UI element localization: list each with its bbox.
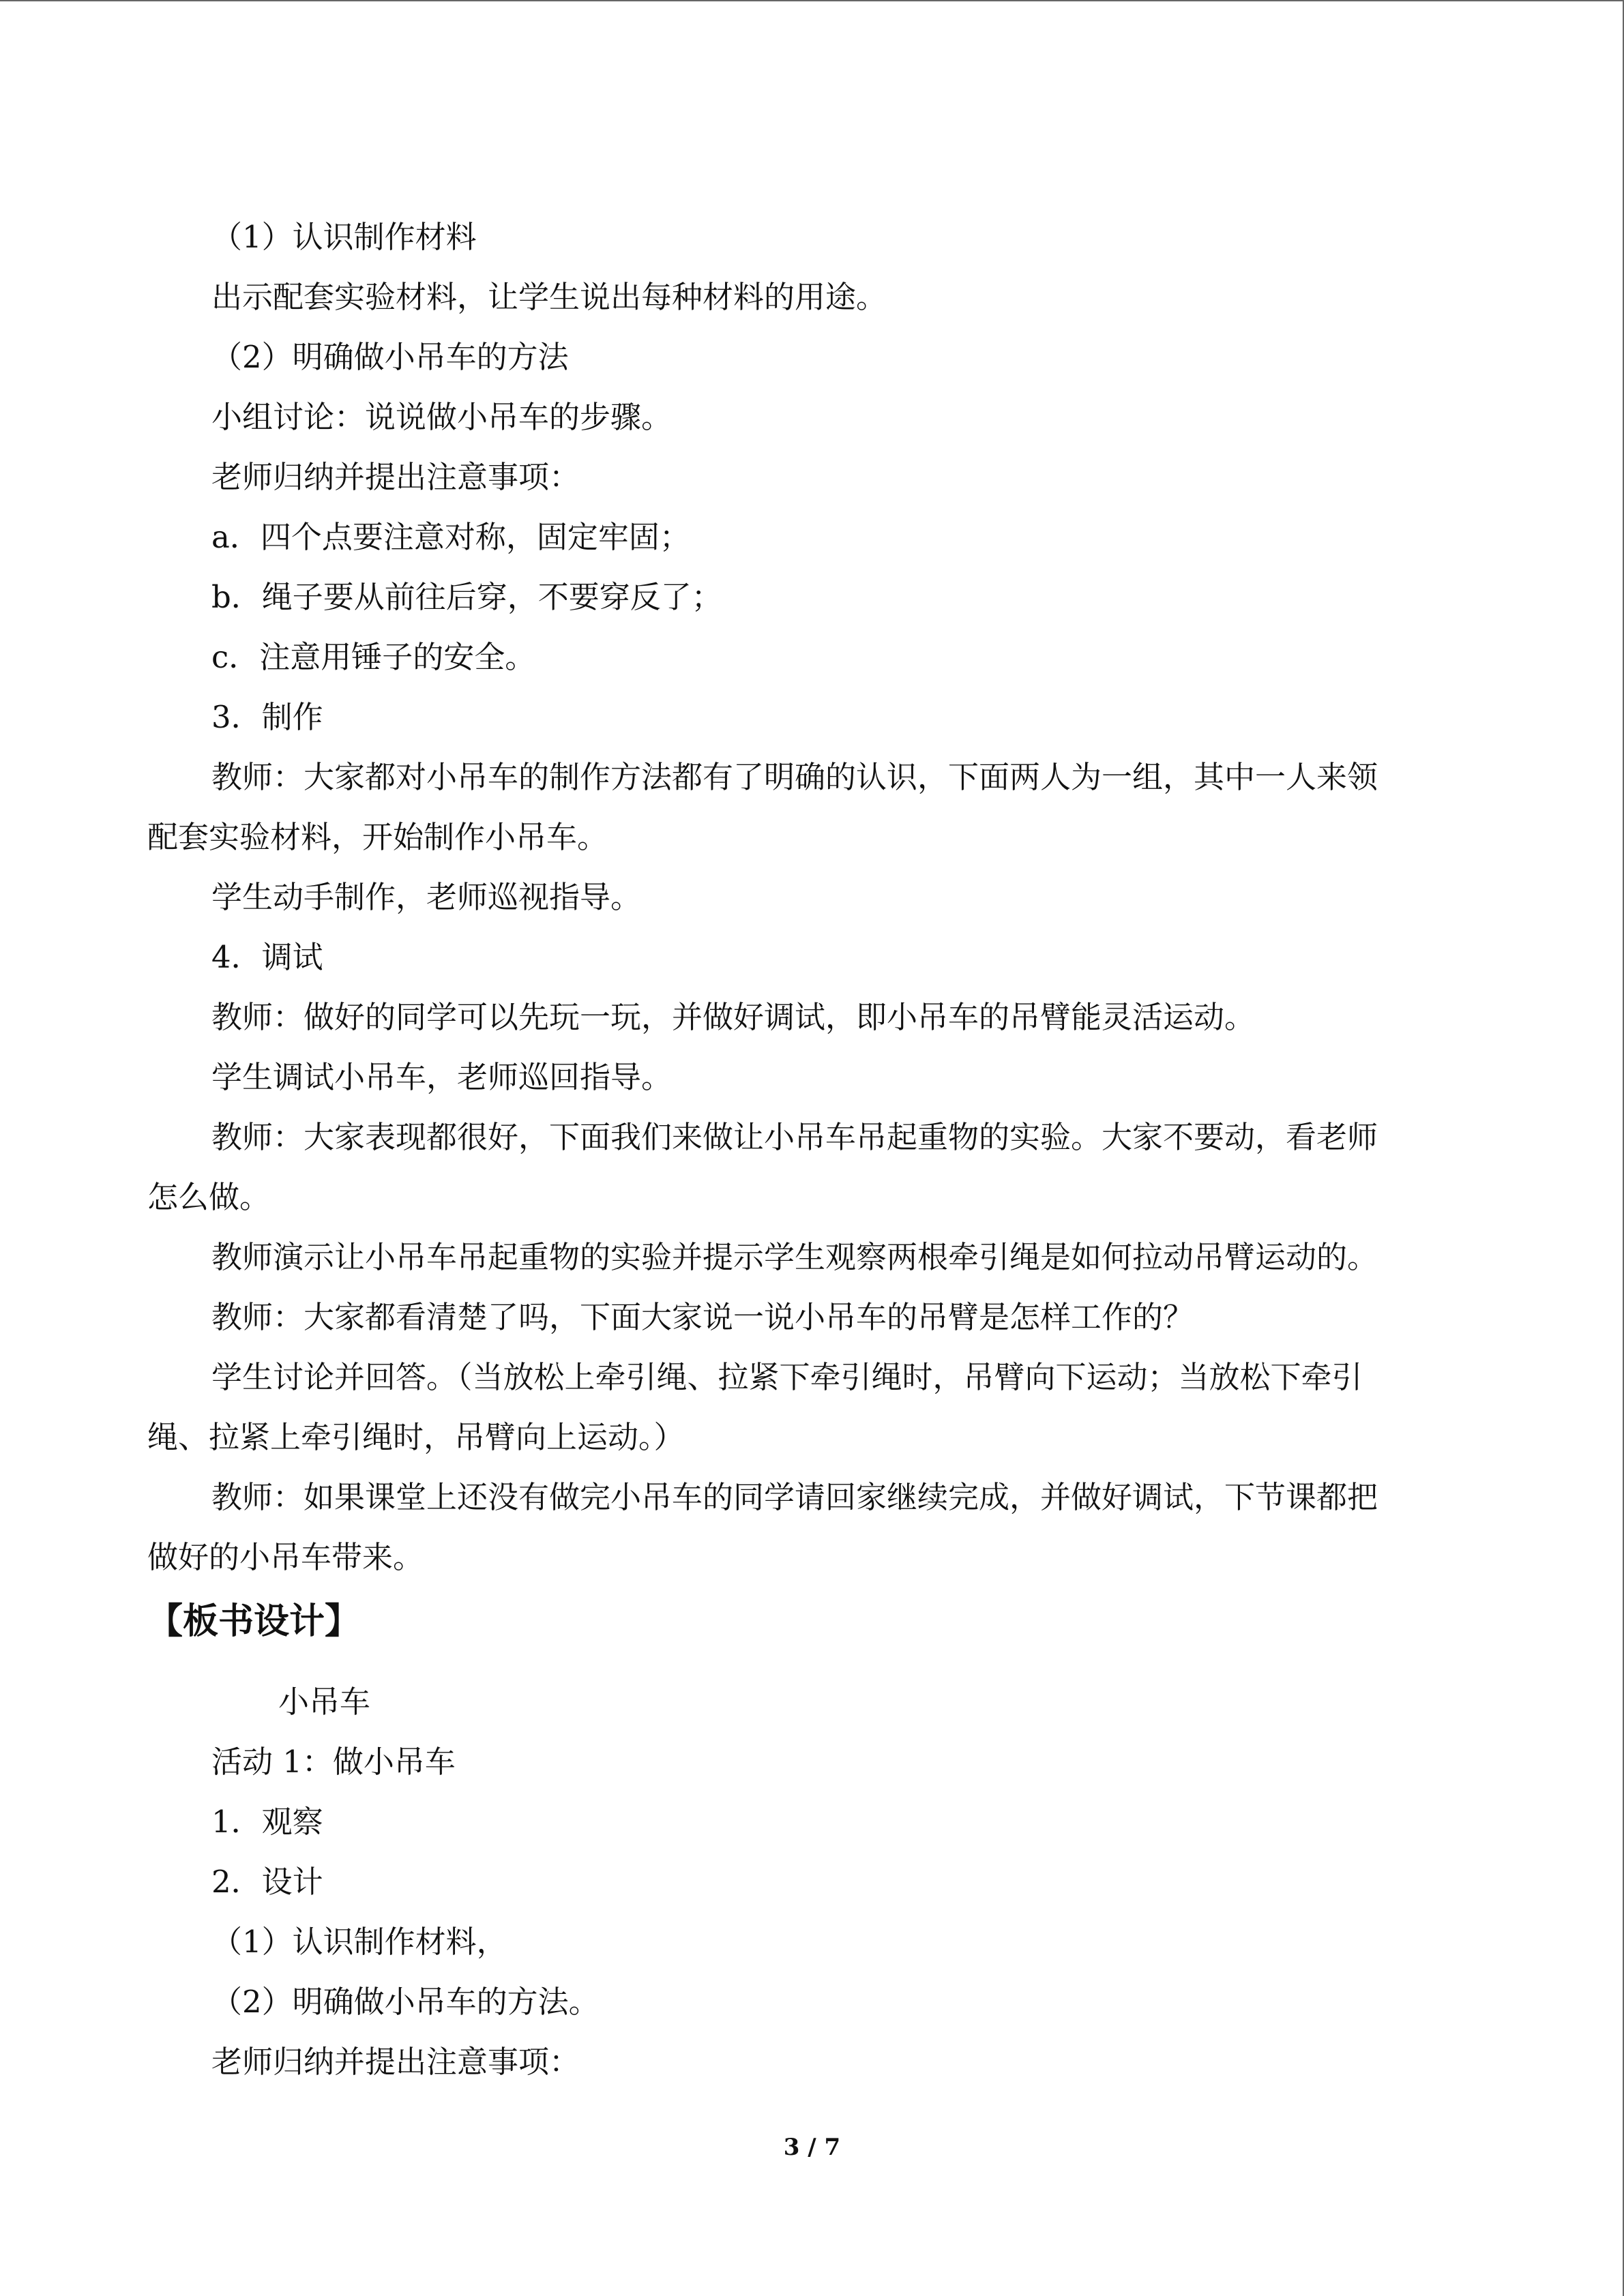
paragraph: 学生动手制作，老师巡视指导。 <box>211 879 642 915</box>
paragraph: b．绳子要从前往后穿，不要穿反了； <box>211 579 722 615</box>
paragraph: 教师演示让小吊车吊起重物的实验并提示学生观察两根牵引绳是如何拉动吊臂运动的。 <box>211 1239 1378 1275</box>
paragraph: 教师：做好的同学可以先玩一玩，并做好调试，即小吊车的吊臂能灵活运动。 <box>211 999 1256 1035</box>
board-design-heading: 【板书设计】 <box>147 1600 361 1642</box>
paragraph: 小组讨论：说说做小吊车的步骤。 <box>211 399 673 435</box>
paragraph: 学生调试小吊车，老师巡回指导。 <box>211 1059 673 1095</box>
paragraph: 教师：如果课堂上还没有做完小吊车的同学请回家继续完成，并做好调试，下节课都把 <box>211 1479 1378 1515</box>
paragraph: 教师：大家都看清楚了吗，下面大家说一说小吊车的吊臂是怎样工作的？ <box>211 1299 1194 1335</box>
paragraph-continuation: 绳、拉紧上牵引绳时，吊臂向上运动。） <box>147 1419 685 1455</box>
paragraph: 教师：大家都对小吊车的制作方法都有了明确的认识，下面两人为一组，其中一人来领 <box>211 759 1378 795</box>
board-line: （2）明确做小吊车的方法。 <box>211 1984 600 2020</box>
board-line: 2．设计 <box>211 1864 323 1900</box>
page-number: 3 / 7 <box>783 2134 841 2161</box>
board-line: 老师归纳并提出注意事项： <box>211 2044 580 2080</box>
paragraph: 学生讨论并回答。（当放松上牵引绳、拉紧下牵引绳时，吊臂向下运动；当放松下牵引 <box>211 1359 1363 1395</box>
board-line: 1．观察 <box>211 1804 323 1840</box>
board-line: （1）认识制作材料， <box>211 1924 507 1960</box>
paragraph: 4．调试 <box>211 939 323 975</box>
paragraph: 3．制作 <box>211 699 323 735</box>
paragraph: a．四个点要注意对称，固定牢固； <box>211 519 690 555</box>
paragraph: 老师归纳并提出注意事项： <box>211 459 580 495</box>
board-title: 小吊车 <box>278 1684 371 1720</box>
paragraph: 出示配套实验材料，让学生说出每种材料的用途。 <box>211 279 887 315</box>
paragraph: （1）认识制作材料 <box>211 219 477 255</box>
paragraph: c．注意用锤子的安全。 <box>211 639 536 675</box>
board-line: 活动 1：做小吊车 <box>211 1744 456 1780</box>
paragraph: （2）明确做小吊车的方法 <box>211 339 569 375</box>
paragraph: 教师：大家表现都很好，下面我们来做让小吊车吊起重物的实验。大家不要动，看老师 <box>211 1119 1378 1155</box>
paragraph-continuation: 怎么做。 <box>147 1179 271 1215</box>
paragraph-continuation: 做好的小吊车带来。 <box>147 1539 424 1575</box>
paragraph-continuation: 配套实验材料，开始制作小吊车。 <box>147 819 608 855</box>
